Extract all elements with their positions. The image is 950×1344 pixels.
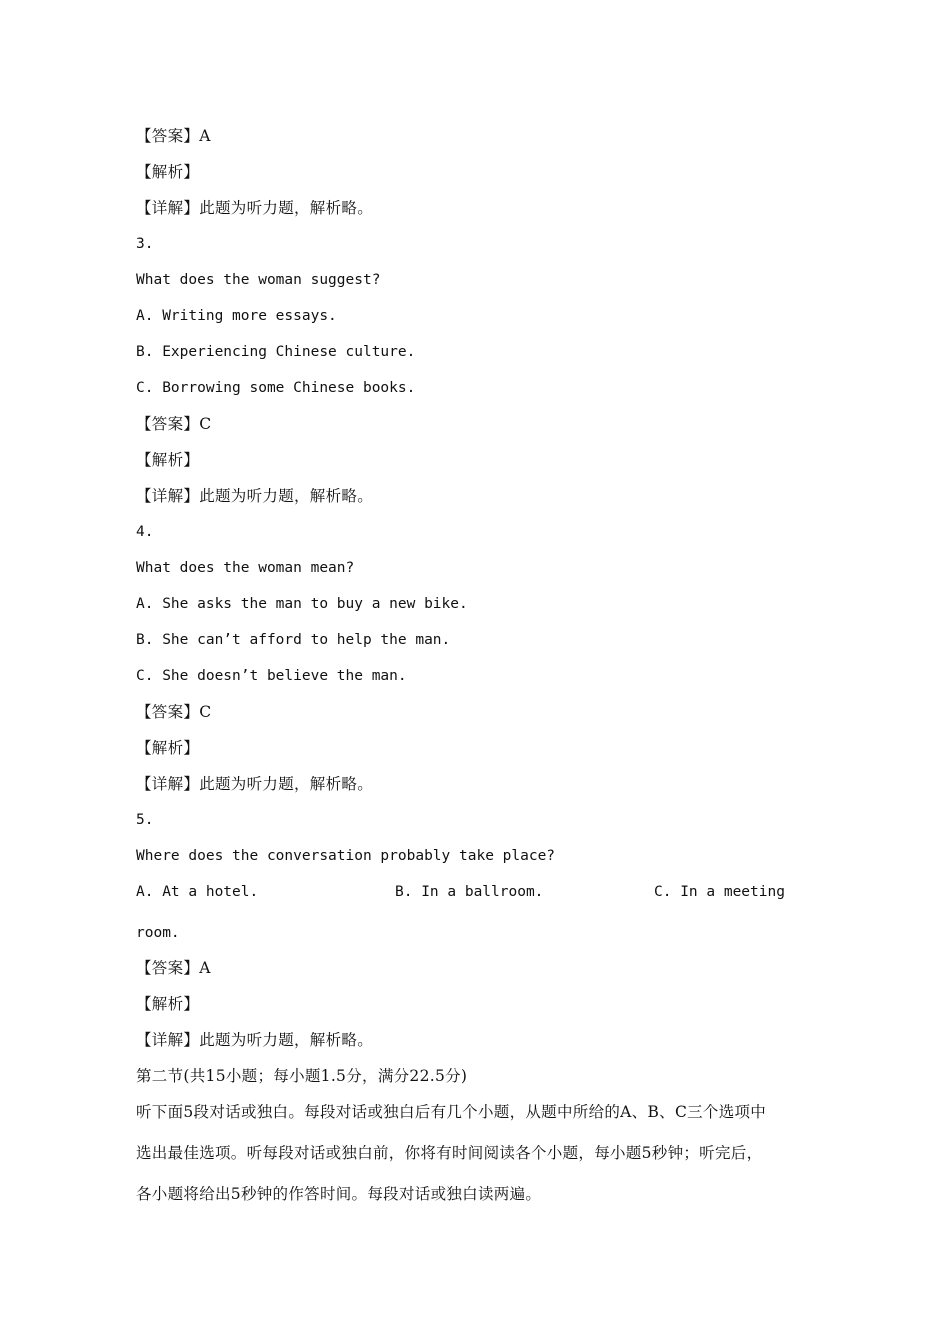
- q3-detail: 【详解】此题为听力题，解析略。: [136, 487, 374, 505]
- q2-detail: 【详解】此题为听力题，解析略。: [136, 199, 374, 217]
- section2-heading: 第二节(共15小题；每小题1.5分，满分22.5分): [136, 1067, 468, 1085]
- q5-option-c-continuation: room.: [136, 925, 180, 941]
- q5-analysis: 【解析】: [136, 995, 200, 1013]
- q4-answer: 【答案】C: [136, 703, 212, 721]
- section2-instruction-line-1: 听下面5段对话或独白。每段对话或独白后有几个小题，从题中所给的A、B、C三个选项中: [136, 1103, 767, 1121]
- q4-option-c: C. She doesn’t believe the man.: [136, 668, 407, 684]
- section2-instruction-line-2: 选出最佳选项。听每段对话或独白前，你将有时间阅读各个小题，每小题5秒钟；听完后，: [136, 1144, 763, 1162]
- q5-option-b: B. In a ballroom.: [395, 884, 544, 900]
- q4-question: What does the woman mean?: [136, 560, 355, 576]
- q4-analysis: 【解析】: [136, 739, 200, 757]
- q5-option-a: A. At a hotel.: [136, 884, 259, 900]
- section2-instruction-line-3: 各小题将给出5秒钟的作答时间。每段对话或独白读两遍。: [136, 1185, 542, 1203]
- q4-option-b: B. She can’t afford to help the man.: [136, 632, 451, 648]
- q2-analysis: 【解析】: [136, 163, 200, 181]
- q4-detail: 【详解】此题为听力题，解析略。: [136, 775, 374, 793]
- q5-detail: 【详解】此题为听力题，解析略。: [136, 1031, 374, 1049]
- q5-answer: 【答案】A: [136, 959, 211, 977]
- q3-option-c: C. Borrowing some Chinese books.: [136, 380, 416, 396]
- q2-answer: 【答案】A: [136, 127, 211, 145]
- q4-option-a: A. She asks the man to buy a new bike.: [136, 596, 468, 612]
- q3-option-b: B. Experiencing Chinese culture.: [136, 344, 416, 360]
- q3-number: 3.: [136, 236, 154, 252]
- q5-options-row: [136, 882, 796, 902]
- q3-option-a: A. Writing more essays.: [136, 308, 337, 324]
- q3-analysis: 【解析】: [136, 451, 200, 469]
- q5-question: Where does the conversation probably take place?: [136, 848, 556, 864]
- q3-answer: 【答案】C: [136, 415, 212, 433]
- q4-number: 4.: [136, 524, 154, 540]
- q3-question: What does the woman suggest?: [136, 272, 381, 288]
- q5-option-c: C. In a meeting: [654, 884, 785, 900]
- q5-number: 5.: [136, 812, 154, 828]
